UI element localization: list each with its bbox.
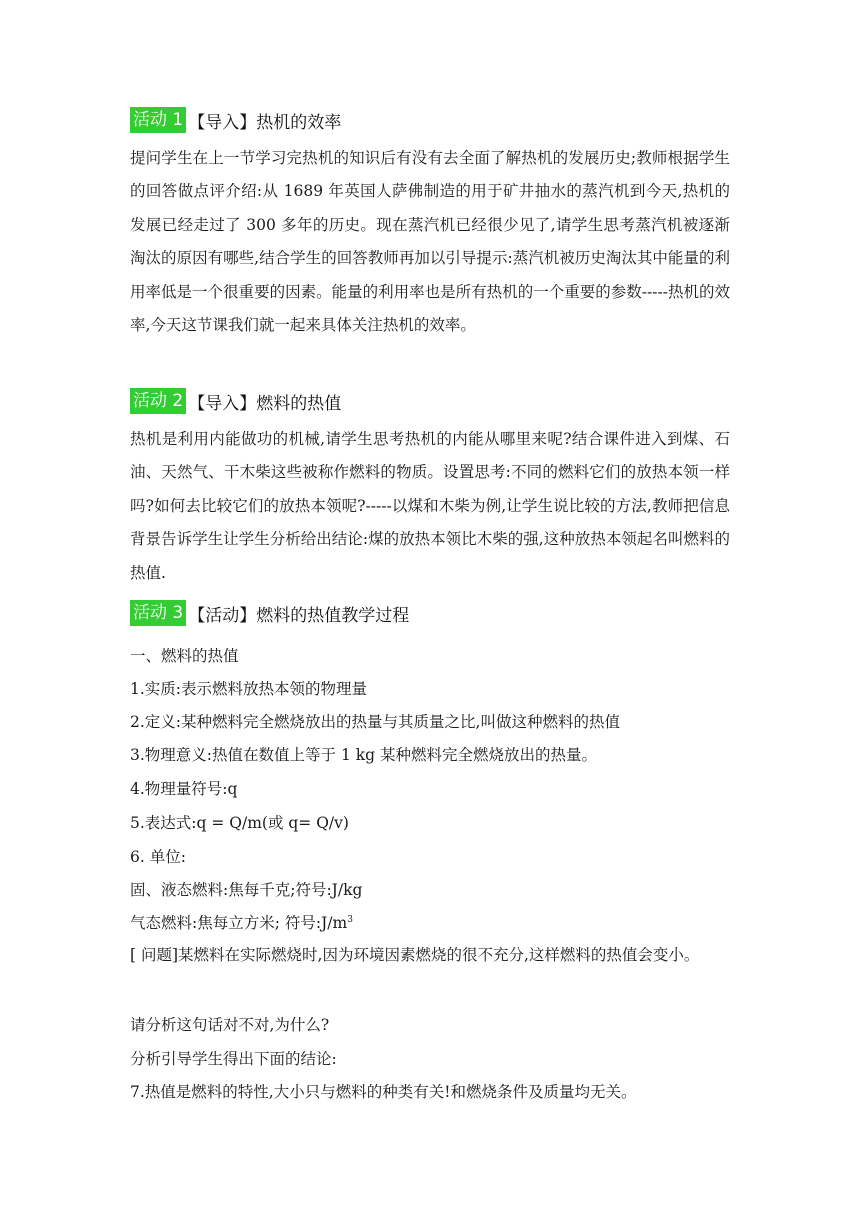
conclusion-line: 7.热值是燃料的特性,大小只与燃料的种类有关!和燃烧条件及质量均无关。 bbox=[130, 1083, 637, 1101]
section1-paragraph: 提问学生在上一节学习完热机的知识后有没有去全面了解热机的发展历史;教师根据学生的回答做点评介绍:从 1689 年英国人萨佛制造的用于矿井抽水的蒸汽机到今天,热机的发展已经走过了 300 多年的历史。现在蒸汽机已经很少见了,请学生思考蒸汽机被逐渐淘汰的原因有哪些,结合学生的回答教师再加以引导提示:蒸汽机被历史淘汰其中能量的利用率低是一个很重要的因素。能量的利用率也是所有热机的一个重要的参数-----热机的效率,今天这节课我们就一起来具体关注热机的效率。 bbox=[130, 149, 730, 335]
ask-line: 请分析这句话对不对,为什么? bbox=[130, 1016, 330, 1034]
section2-heading bbox=[130, 387, 341, 415]
gas-unit-text: 气态燃料:焦每立方米; 符号:J/m bbox=[130, 914, 348, 932]
section2-paragraph: 热机是利用内能做功的机械,请学生思考热机的内能从哪里来呢?结合课件进入到煤、石油、天然气、干木柴这些被称作燃料的物质。设置思考:不同的燃料它们的放热本领一样吗?如何去比较它们的放热本领呢?-----以煤和木柴为例,让学生说比较的方法,教师把信息背景告诉学生让学生分析给出结论:煤的放热本领比木柴的强,这种放热本领起名叫燃料的热值. bbox=[130, 430, 730, 582]
gas-unit-superscript: 3 bbox=[347, 914, 353, 925]
list-line: 一、燃料的热值 bbox=[130, 647, 239, 665]
list-line: 6. 单位: bbox=[130, 848, 186, 866]
section2-title: 【导入】燃料的热值 bbox=[188, 393, 342, 414]
section1-title: 【导入】热机的效率 bbox=[188, 112, 342, 133]
list-line: 5.表达式:q = Q/m(或 q= Q/v) bbox=[130, 814, 349, 832]
section1-heading bbox=[130, 106, 341, 134]
question-paragraph: [ 问题]某燃料在实际燃烧时,因为环境因素燃烧的很不充分,这样燃料的热值会变小。 bbox=[130, 946, 700, 964]
section2-tag: 活动 2 bbox=[130, 388, 186, 414]
section3-tag: 活动 3 bbox=[130, 600, 186, 626]
section3-heading bbox=[130, 599, 409, 627]
list-line: 4.物理量符号:q bbox=[130, 780, 238, 798]
guide-line: 分析引导学生得出下面的结论: bbox=[130, 1050, 337, 1068]
section3-title: 【活动】燃料的热值教学过程 bbox=[188, 605, 410, 626]
list-line: 固、液态燃料:焦每千克;符号:J/kg bbox=[130, 881, 363, 899]
list-line: 2.定义:某种燃料完全燃烧放出的热量与其质量之比,叫做这种燃料的热值 bbox=[130, 713, 620, 731]
gas-unit-line bbox=[130, 911, 353, 933]
list-line: 1.实质:表示燃料放热本领的物理量 bbox=[130, 680, 368, 698]
list-line: 3.物理意义:热值在数值上等于 1 kg 某种燃料完全燃烧放出的热量。 bbox=[130, 746, 597, 764]
section1-tag: 活动 1 bbox=[130, 107, 186, 133]
